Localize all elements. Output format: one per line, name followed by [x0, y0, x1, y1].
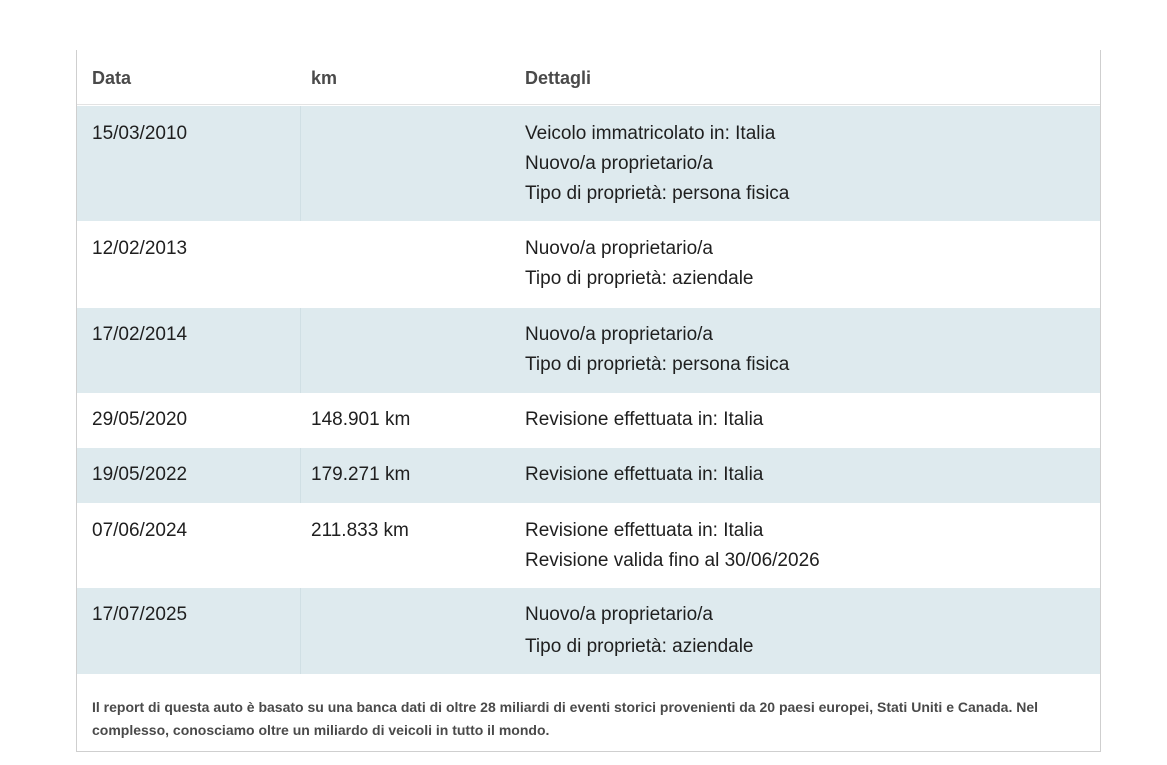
detail-line: Nuovo/a proprietario/a [525, 238, 713, 259]
row-details [525, 405, 763, 435]
row-date: 15/03/2010 [92, 123, 188, 144]
table-row [77, 106, 1100, 221]
footnote-text: Il report di questa auto è basato su una banca dati di oltre 28 miliardi di eventi storici provenienti da 20 paesi europei, Stati Uniti e Canada. Nel complesso, conosciamo oltre un miliardo di veicoli in tutto il mondo. [92, 699, 1039, 738]
detail-line: Tipo di proprietà: persona fisica [525, 354, 790, 375]
table-row [77, 221, 1100, 308]
row-date: 12/02/2013 [92, 238, 188, 259]
column-divider [300, 588, 301, 674]
row-km: 148.901 km [311, 409, 411, 430]
row-date: 17/07/2025 [92, 604, 188, 625]
column-divider [300, 308, 301, 393]
row-km: 179.271 km [311, 464, 411, 485]
row-details [525, 460, 763, 490]
row-date: 17/02/2014 [92, 324, 188, 345]
detail-line: Nuovo/a proprietario/a [525, 324, 713, 345]
row-details [525, 320, 789, 380]
row-details [525, 600, 754, 662]
row-date: 19/05/2022 [92, 464, 188, 485]
header-date: Data [92, 68, 132, 88]
table-header [77, 50, 1100, 105]
table-row [77, 308, 1100, 393]
row-date: 07/06/2024 [92, 520, 188, 541]
detail-line: Tipo di proprietà: aziendale [525, 636, 754, 657]
row-date: 29/05/2020 [92, 409, 188, 430]
row-km: 211.833 km [311, 520, 409, 541]
column-divider [300, 106, 301, 221]
history-table-card [76, 50, 1101, 752]
row-details [525, 119, 789, 209]
table-row [77, 588, 1100, 674]
detail-line: Nuovo/a proprietario/a [525, 153, 713, 174]
detail-line: Tipo di proprietà: aziendale [525, 268, 754, 289]
detail-line: Revisione effettuata in: Italia [525, 520, 764, 541]
table-row [77, 448, 1100, 503]
table-row [77, 503, 1100, 588]
detail-line: Nuovo/a proprietario/a [525, 604, 713, 625]
row-details [525, 516, 820, 576]
table-row [77, 393, 1100, 448]
detail-line: Revisione valida fino al 30/06/2026 [525, 550, 820, 571]
detail-line: Revisione effettuata in: Italia [525, 464, 764, 485]
detail-line: Revisione effettuata in: Italia [525, 409, 764, 430]
detail-line: Veicolo immatricolato in: Italia [525, 123, 776, 144]
header-km: km [311, 68, 338, 88]
header-details: Dettagli [525, 68, 592, 88]
detail-line: Tipo di proprietà: persona fisica [525, 183, 790, 204]
column-divider [300, 448, 301, 503]
row-details [525, 234, 754, 294]
